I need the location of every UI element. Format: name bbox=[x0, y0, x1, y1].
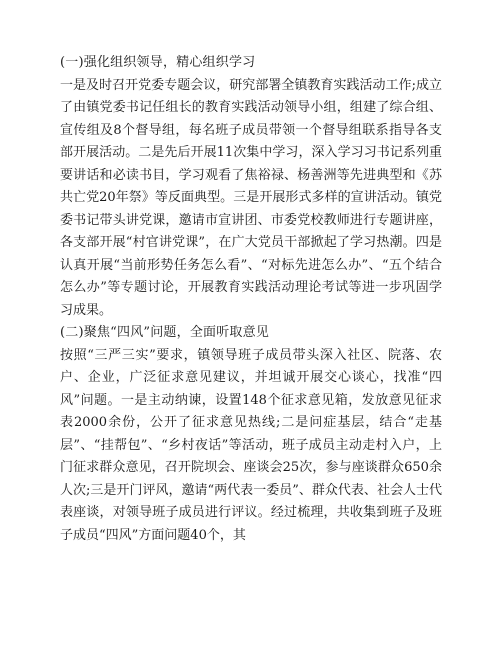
section-heading-2: (二)聚焦“四风”问题，全面听取意见 bbox=[60, 325, 270, 340]
document-body bbox=[60, 52, 442, 547]
section-paragraph-1: 一是及时召开党委专题会议，研究部署全镇教育实践活动工作;成立了由镇党委书记任组长的教育实践活动领导小组，组建了综合组、宣传组及8个督导组，每名班子成员带领一个督导组联系指导各支部开展活动。二是先后开展11次集中学习，深入学习习书记系列重要讲话和必读书目，学习观看了焦裕禄、杨善洲等先进典型和《苏共亡党20年祭》等反面典型。三是开展形式多样的宣讲活动。镇党委书记带头讲党课，邀请市宣讲团、市委党校教师进行专题讲座，各支部开展“村官讲党课”，在广大党员干部掀起了学习热潮。四是认真开展“当前形势任务怎么看”、“对标先进怎么办”、“五个结合怎么办”等专题讨论，开展教育实践活动理论考试等进一步巩固学习成果。 bbox=[60, 77, 442, 318]
section-paragraph-2: 按照“三严三实”要求，镇领导班子成员带头深入社区、院落、农户、企业，广泛征求意见建议，并坦诚开展交心谈心，找准“四风”问题。一是主动纳谏，设置148个征求意见箱，发放意见征求表2000余份，公开了征求意见热线;二是问症基层，结合“走基层”、“挂帮包”、“乡村夜话”等活动，班子成员主动走村入户，上门征求群众意见，召开院坝会、座谈会25次，参与座谈群众650余人次;三是开门评风，邀请“两代表一委员”、群众代表、社会人士代表座谈，对领导班子成员进行评议。经过梳理，共收集到班子及班子成员“四风”方面问题40个，其 bbox=[60, 347, 442, 543]
section-heading-1: (一)强化组织领导，精心组织学习 bbox=[60, 55, 256, 70]
